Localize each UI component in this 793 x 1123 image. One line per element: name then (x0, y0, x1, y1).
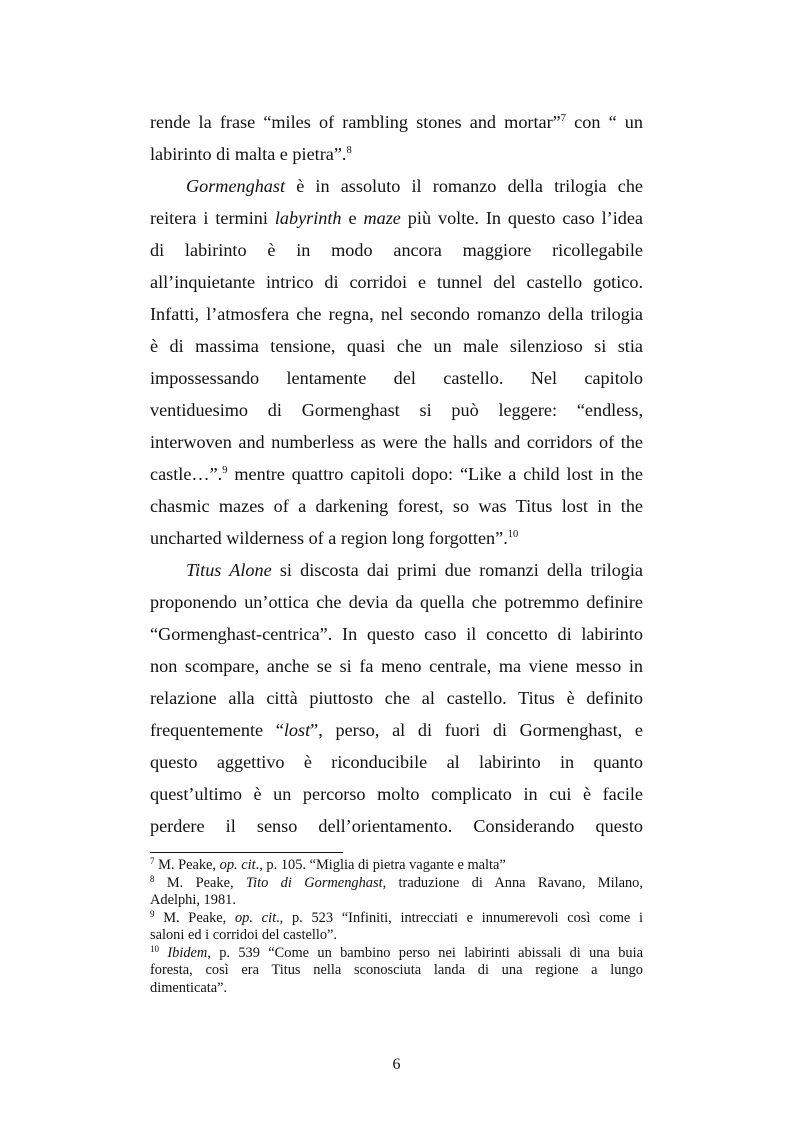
text-line: “Gormenghast-centrica”. In questo caso il concetto di labirinto (150, 624, 643, 644)
text-line: Infatti, l’atmosfera che regna, nel secondo romanzo della trilogia (150, 304, 643, 324)
footnote-8-cont: Adelphi, 1981. (150, 892, 236, 908)
footnote-number: 9 (150, 908, 155, 919)
text-run: ”, perso, al di fuori di Gormenghast, e (310, 720, 643, 740)
text-run: labirinto di malta e pietra”. (150, 144, 347, 164)
text-line (150, 138, 643, 170)
emphasis: op. cit (219, 857, 256, 873)
text-line: perdere il senso dell’orientamento. Considerando questo (150, 816, 643, 836)
text-line (150, 202, 643, 234)
text-run: è in assoluto il romanzo della trilogia che (285, 176, 643, 196)
emphasis: maze (363, 208, 401, 228)
text-line: impossessando lentamente del castello. Nel capitolo (150, 368, 643, 388)
footnote-separator (150, 852, 343, 853)
footnote-number: 10 (150, 943, 159, 954)
text-run: , p. 539 “Come un bambino perso nei labirinti abissali di una buia (207, 944, 643, 961)
text-line (150, 170, 643, 202)
footnote-8 (150, 875, 643, 893)
text-line: di labirinto è in modo ancora maggiore ricollegabile (150, 240, 643, 260)
text-run: e (341, 208, 364, 228)
text-run: con “ un (565, 112, 643, 132)
text-run: mentre quattro capitoli dopo: “Like a child lost in the (227, 464, 643, 484)
footnote-ref: 8 (346, 145, 352, 156)
text-line: quest’ultimo è un percorso molto complicato in cui è facile (150, 784, 643, 804)
text-line (150, 522, 643, 554)
footnote-number: 7 (150, 856, 155, 866)
text-line: ventiduesimo di Gormenghast si può leggere: “endless, (150, 400, 643, 420)
text-run: più volte. In questo caso l’idea (400, 208, 643, 228)
text-run: uncharted wilderness of a region long forgotten”. (150, 528, 508, 548)
book-title: Titus Alone (186, 560, 272, 580)
footnote-9-cont: saloni ed i corridoi del castello”. (150, 927, 338, 943)
text-run: rende la frase “miles of rambling stones and mortar” (150, 112, 561, 132)
text-line: questo aggettivo è riconducibile al labirinto in quanto (150, 752, 643, 772)
footnote-9 (150, 910, 643, 928)
text-line: proponendo un’ottica che devia da quella che potremmo definire (150, 592, 643, 612)
footnote-ref: 9 (222, 465, 228, 476)
emphasis: op. cit (234, 909, 277, 926)
text-line (150, 714, 643, 746)
text-run: ., p. 523 “Infiniti, intrecciati e innumerevoli così come i (276, 909, 643, 926)
footnote-ref: 7 (560, 113, 566, 124)
text-run: frequentemente “ (150, 720, 284, 740)
text-run: M. Peake, (154, 909, 235, 926)
page-number: 6 (392, 1056, 401, 1073)
emphasis: Ibidem (167, 944, 208, 961)
text-line (150, 458, 643, 490)
book-title: Gormenghast (186, 176, 286, 196)
footnote-10-cont: foresta, così era Titus nella sconosciuta landa di una regione a lungo (150, 962, 643, 978)
text-run: si discosta dai primi due romanzi della trilogia (271, 560, 644, 580)
text-line (150, 106, 643, 138)
text-run: M. Peake, (154, 857, 220, 873)
emphasis: labyrinth (274, 208, 342, 228)
text-run: , traduzione di Anna Ravano, Milano, (382, 874, 643, 891)
text-run: ., p. 105. “Miglia di pietra vagante e malta” (255, 857, 506, 873)
text-line: è di massima tensione, quasi che un male silenzioso si stia (150, 336, 643, 356)
footnote-7 (150, 857, 643, 875)
footnotes (150, 852, 643, 997)
text-run: M. Peake, (154, 874, 246, 891)
footnote-ref: 10 (507, 529, 519, 540)
emphasis: lost (283, 720, 311, 740)
text-run: castle…”. (150, 464, 223, 484)
text-line: chasmic mazes of a darkening forest, so was Titus lost in the (150, 496, 643, 516)
emphasis: Tito di Gormenghast (245, 874, 383, 891)
main-text (150, 106, 643, 842)
text-line (150, 554, 643, 586)
text-line: non scompare, anche se si fa meno centrale, ma viene messo in (150, 656, 643, 676)
footnote-10 (150, 945, 643, 963)
footnote-number: 8 (150, 873, 155, 884)
text-line: all’inquietante intrico di corridoi e tunnel del castello gotico. (150, 272, 643, 292)
footnote-10-end: dimenticata”. (150, 979, 228, 996)
text-line: interwoven and numberless as were the halls and corridors of the (150, 432, 643, 452)
text-run: reitera i termini (150, 208, 275, 228)
text-line: relazione alla città piuttosto che al castello. Titus è definito (150, 688, 643, 708)
